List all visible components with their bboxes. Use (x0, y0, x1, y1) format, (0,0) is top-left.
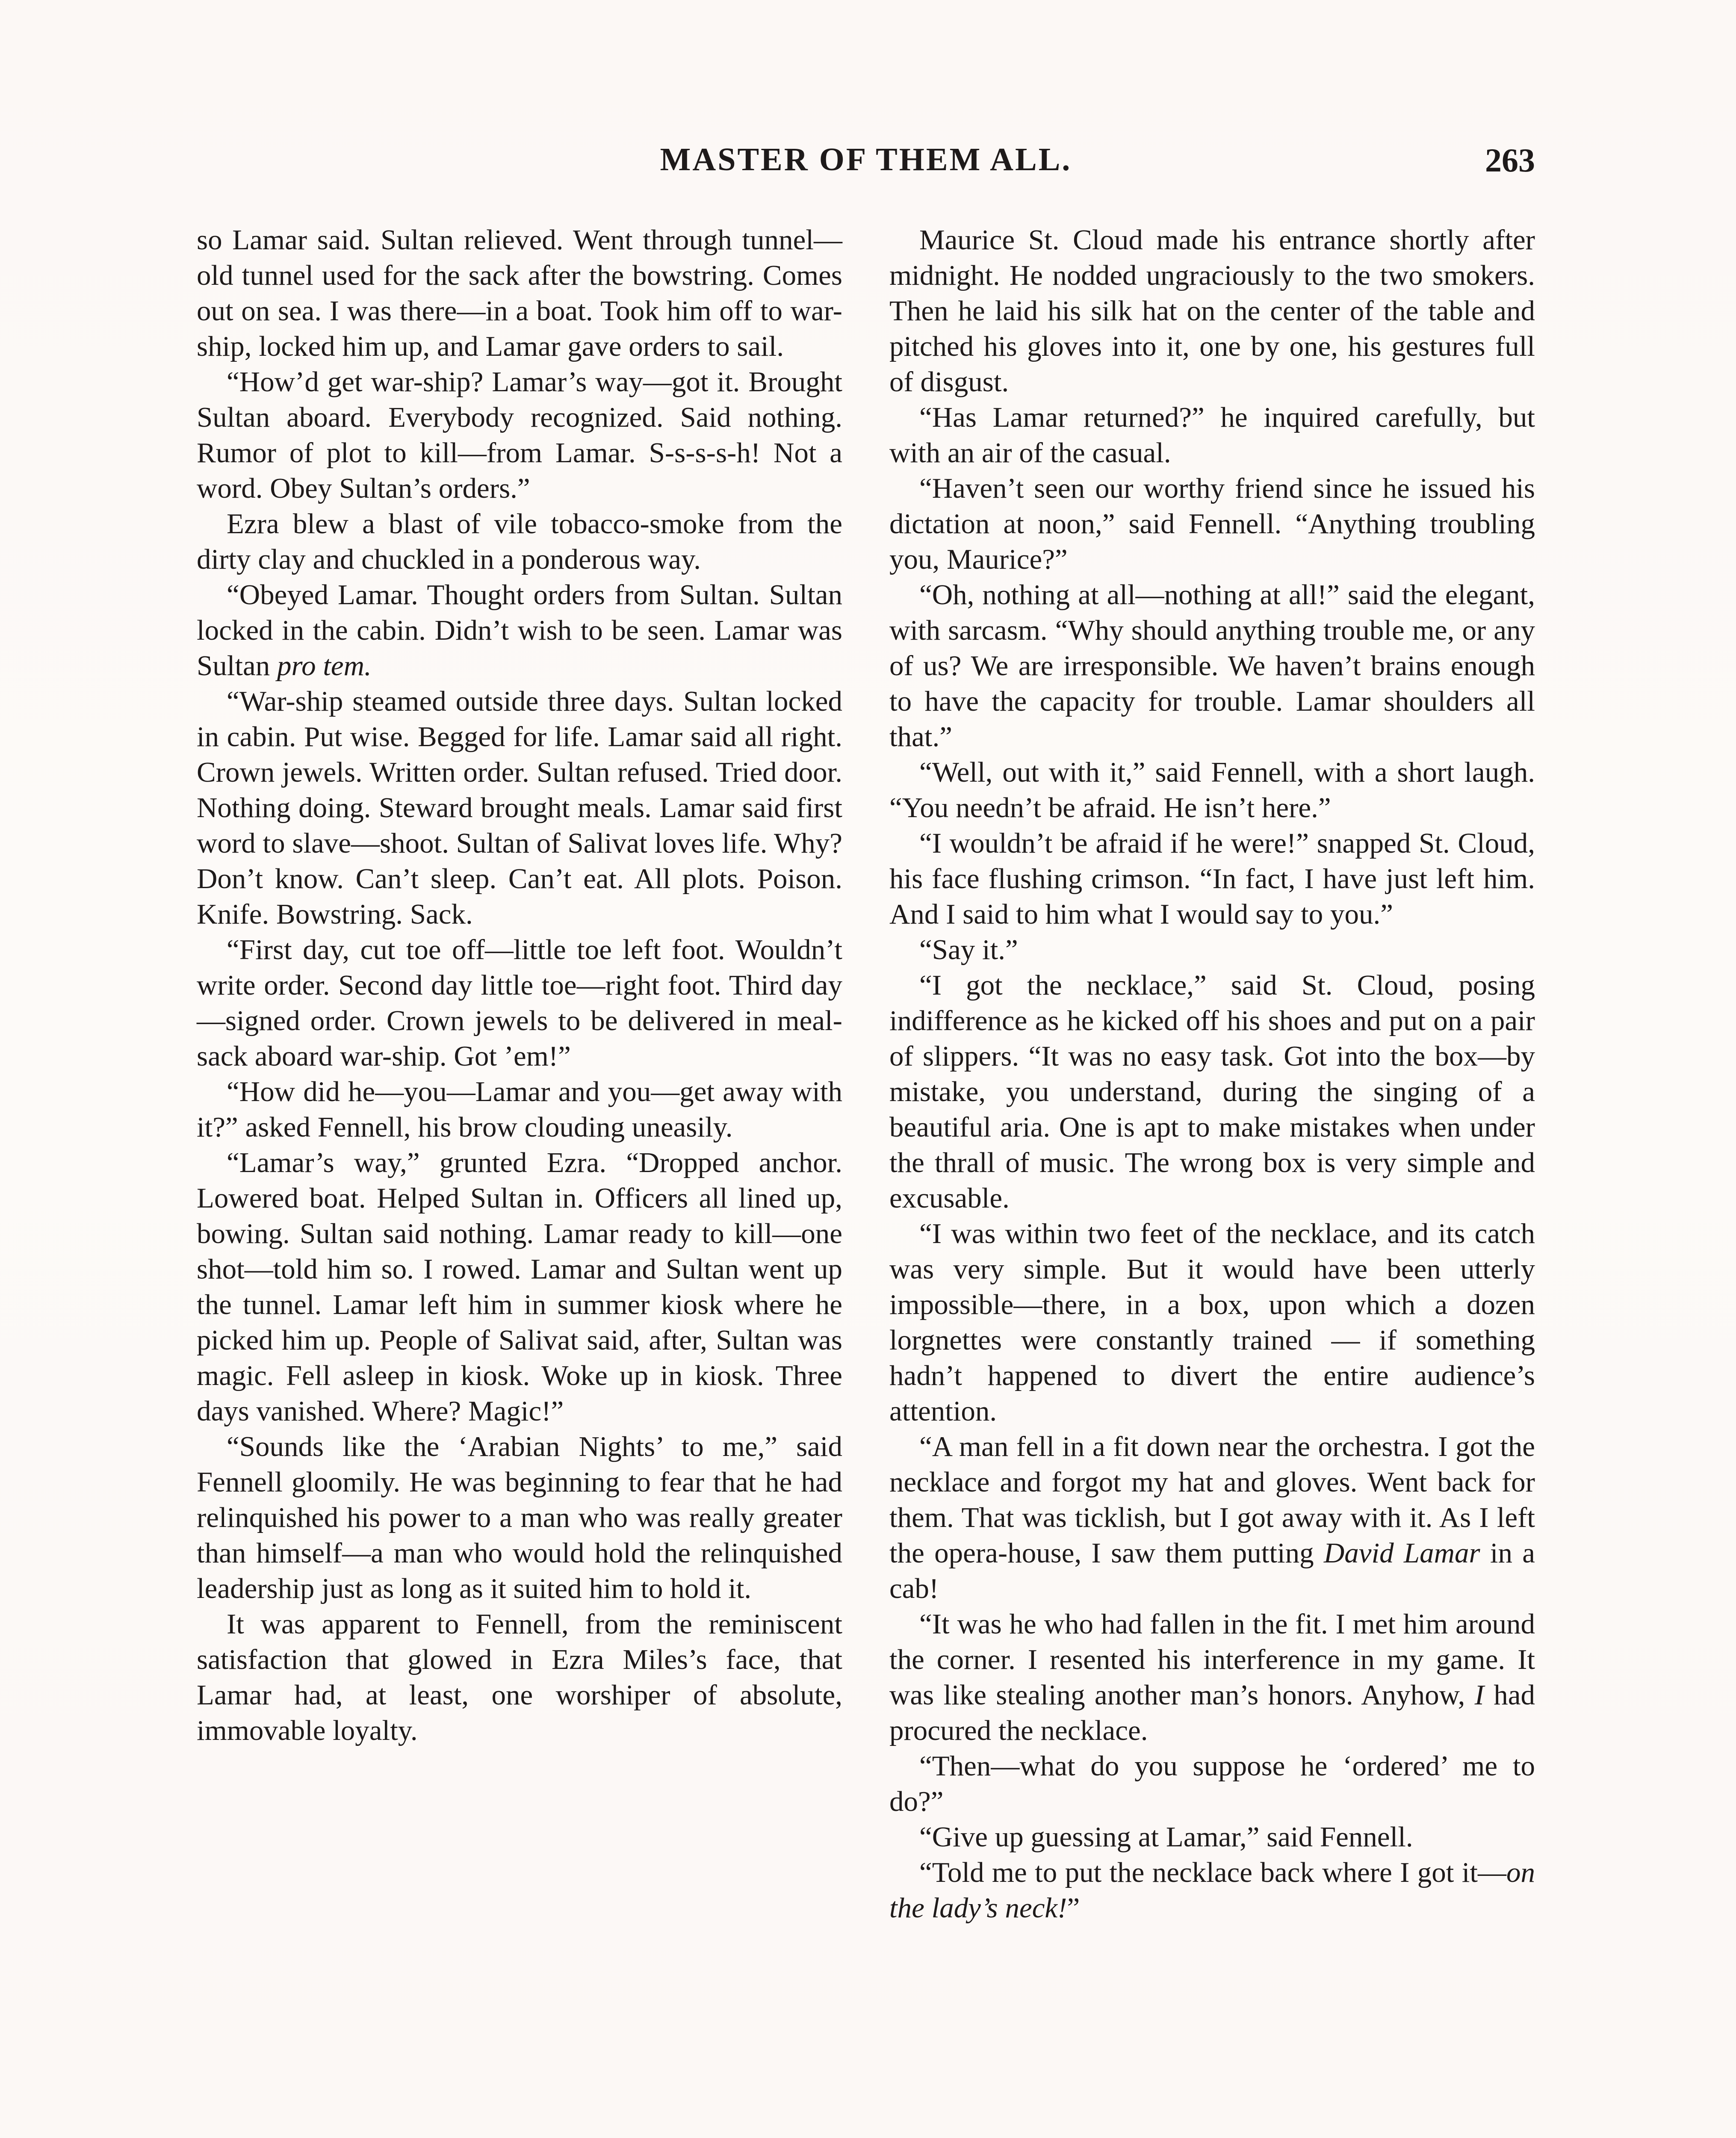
paragraph: “First day, cut toe off—little toe left foot. Wouldn’t write order. Second day little toe—right foot. Third day—signed order. Crown jewels to be delivered in meal-sack aboard war-ship. Got ’em!” (197, 934, 842, 1072)
paragraph: “Then—what do you suppose he ‘ordered’ me to do?” (889, 1750, 1535, 1817)
paragraph: “Oh, nothing at all—nothing at all!” said the elegant, with sarcasm. “Why should anything trouble me, or any of us? We are irresponsible. We haven’t brains enough to have the capacity for trouble. Lamar shoulders all that.” (889, 579, 1535, 753)
paragraph: “Give up guessing at Lamar,” said Fennell. (919, 1821, 1413, 1853)
paragraph: “Sounds like the ‘Arabian Nights’ to me,” said Fennell gloomily. He was beginning to fear that he had relinquished his power to a man who was really greater than himself—a man who would hold the relinquished leadership just as long as it suited him to hold it. (197, 1431, 842, 1604)
paragraph: “A man fell in a fit down near the orchestra. I got the necklace and forgot my hat and gloves. Went back for them. That was ticklish, but I got away with it. As I left the opera-house, I saw them putting David Lamar in a cab! (889, 1431, 1535, 1604)
paragraph: “Say it.” (919, 934, 1018, 966)
paragraph: “Has Lamar returned?” he inquired carefully, but with an air of the casual. (889, 402, 1535, 469)
paragraph: “It was he who had fallen in the fit. I met him around the corner. I resented his interference in my game. It was like stealing another man’s honors. Anyhow, I had procured the necklace. (889, 1608, 1535, 1746)
paragraph: “Well, out with it,” said Fennell, with a short laugh. “You needn’t be afraid. He isn’t here.” (889, 756, 1535, 824)
paragraph: “I got the necklace,” said St. Cloud, posing indifference as he kicked off his shoes and put on a pair of slippers. “It was no easy task. Got into the box—by mistake, you understand, during the singing of a beautiful aria. One is apt to make mistakes when under the thrall of music. The wrong box is very simple and excusable. (889, 969, 1535, 1214)
page-number: 263 (1485, 142, 1535, 179)
paragraph: “Lamar’s way,” grunted Ezra. “Dropped anchor. Lowered boat. Helped Sultan in. Officers all lined up, bowing. Sultan said nothing. Lamar ready to kill—one shot—told him so. I rowed. Lamar and Sultan went up the tunnel. Lamar left him in summer kiosk where he picked him up. People of Salivat said, after, Sultan was magic. Fell asleep in kiosk. Woke up in kiosk. Three days vanished. Where? Magic!” (197, 1147, 842, 1427)
paragraph: Ezra blew a blast of vile tobacco-smoke from the dirty clay and chuckled in a ponderous way. (197, 508, 842, 575)
italic-text: I (1474, 1679, 1484, 1711)
right-column (889, 222, 1535, 1926)
text-columns (197, 222, 1535, 2138)
paragraph: “How’d get war-ship? Lamar’s way—got it. Brought Sultan aboard. Everybody recognized. Said nothing. Rumor of plot to kill—from Lamar. S-s-s-s-h! Not a word. Obey Sultan’s orders.” (197, 366, 842, 504)
italic-text: on the lady’s neck! (889, 1857, 1535, 1924)
running-head: MASTER OF THEM ALL. (660, 142, 1072, 177)
paragraph: so Lamar said. Sultan relieved. Went through tunnel—old tunnel used for the sack after the bowstring. Comes out on sea. I was there—in a boat. Took him off to war-ship, locked him up, and Lamar gave orders to sail. (197, 224, 842, 362)
paragraph: “Haven’t seen our worthy friend since he issued his dictation at noon,” said Fennell. “Anything troubling you, Maurice?” (889, 472, 1535, 575)
paragraph: It was apparent to Fennell, from the reminiscent satisfaction that glowed in Ezra Miles’s face, that Lamar had, at least, one worshiper of absolute, immovable loyalty. (197, 1608, 842, 1746)
paragraph: “I wouldn’t be afraid if he were!” snapped St. Cloud, his face flushing crimson. “In fact, I have just left him. And I said to him what I would say to you.” (889, 827, 1535, 930)
paragraph: “Obeyed Lamar. Thought orders from Sultan. Sultan locked in the cabin. Didn’t wish to be seen. Lamar was Sultan pro tem. (197, 579, 842, 682)
paragraph: “How did he—you—Lamar and you—get away with it?” asked Fennell, his brow clouding uneasily. (197, 1076, 842, 1143)
paragraph: “War-ship steamed outside three days. Sultan locked in cabin. Put wise. Begged for life. Lamar said all right. Crown jewels. Written order. Sultan refused. Tried door. Nothing doing. Steward brought meals. Lamar said first word to slave—shoot. Sultan of Salivat loves life. Why? Don’t know. Can’t sleep. Can’t eat. All plots. Poison. Knife. Bowstring. Sack. (197, 685, 842, 930)
paragraph: “I was within two feet of the necklace, and its catch was very simple. But it would have been utterly impossible—there, in a box, upon which a dozen lorgnettes were constantly trained — if something hadn’t happened to divert the entire audience’s attention. (889, 1218, 1535, 1427)
paragraph: Maurice St. Cloud made his entrance shortly after midnight. He nodded ungraciously to the two smokers. Then he laid his silk hat on the center of the table and pitched his gloves into it, one by one, his gestures full of disgust. (889, 224, 1535, 398)
left-column (197, 222, 842, 1748)
paragraph: “Told me to put the necklace back where I got it—on the lady’s neck!” (889, 1857, 1535, 1924)
italic-text: David Lamar (1323, 1537, 1480, 1569)
page-header (197, 141, 1535, 192)
italic-text: pro tem. (277, 650, 372, 682)
